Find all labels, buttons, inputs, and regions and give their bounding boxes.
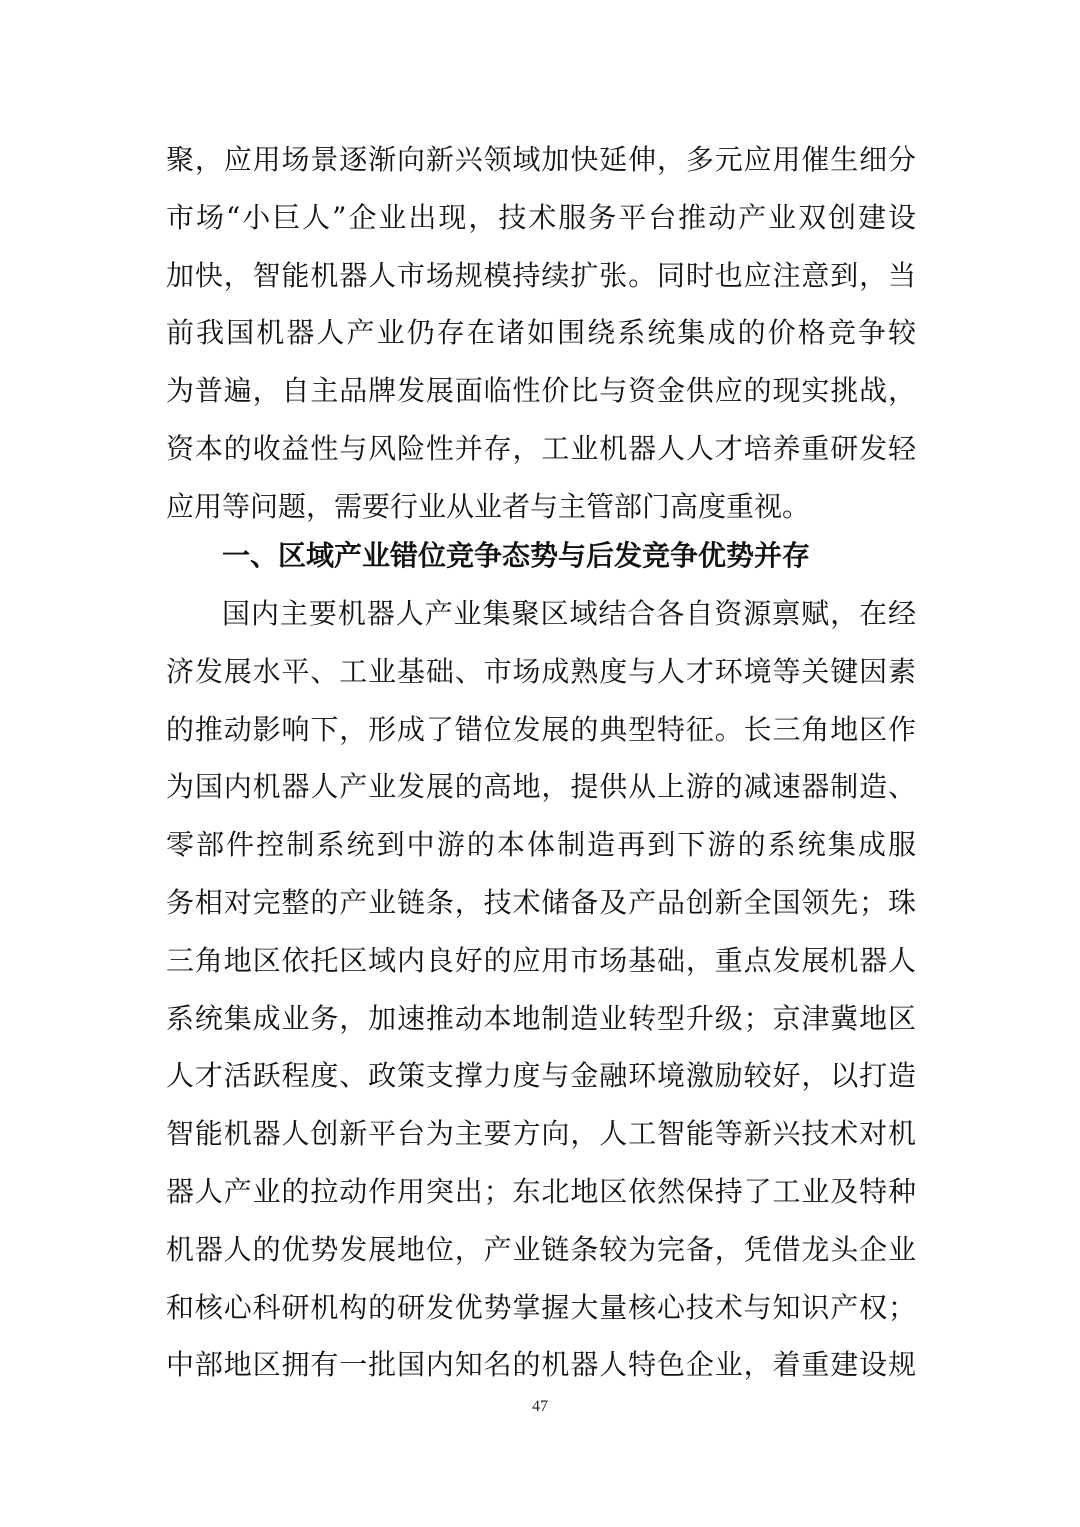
text-line: 器人产业的拉动作用突出；东北地区依然保持了工业及特种 <box>166 1174 916 1208</box>
text-line: 零部件控制系统到中游的本体制造再到下游的系统集成服 <box>166 828 916 862</box>
section-heading: 一、区域产业错位竞争态势与后发竞争优势并存 <box>222 539 811 572</box>
text-line: 前我国机器人产业仍存在诸如围绕系统集成的价格竞争较 <box>166 316 916 350</box>
text-line: 为普遍，自主品牌发展面临性价比与资金供应的现实挑战， <box>166 374 916 408</box>
text-line: 国内主要机器人产业集聚区域结合各自资源禀赋，在经 <box>222 597 916 630</box>
text-line: 人才活跃程度、政策支撑力度与金融环境激励较好，以打造 <box>166 1059 916 1093</box>
paragraph-intro <box>166 131 916 536</box>
text-line: 聚，应用场景逐渐向新兴领域加快延伸，多元应用催生细分 <box>166 143 916 176</box>
text-line: 应用等问题，需要行业从业者与主管部门高度重视。 <box>166 489 811 523</box>
text-line: 和核心科研机构的研发优势掌握大量核心技术与知识产权； <box>166 1290 916 1324</box>
text-line: 的推动影响下，形成了错位发展的典型特征。长三角地区作 <box>166 712 916 746</box>
text-line: 加快，智能机器人市场规模持续扩张。同时也应注意到，当 <box>166 258 916 292</box>
text-line: 三角地区依托区域内良好的应用市场基础，重点发展机器人 <box>166 943 916 977</box>
text-line: 机器人的优势发展地位，产业链条较为完备，凭借龙头企业 <box>166 1232 916 1266</box>
page-number: 47 <box>532 1398 548 1415</box>
paragraph-regional <box>166 585 916 1394</box>
text-line: 智能机器人创新平台为主要方向，人工智能等新兴技术对机 <box>166 1117 916 1151</box>
text-line: 资本的收益性与风险性并存，工业机器人人才培养重研发轻 <box>166 431 916 465</box>
text-line: 务相对完整的产业链条，技术储备及产品创新全国领先；珠 <box>166 885 916 919</box>
text-line: 济发展水平、工业基础、市场成熟度与人才环境等关键因素 <box>166 654 916 688</box>
text-line: 为国内机器人产业发展的高地，提供从上游的减速器制造、 <box>166 770 916 804</box>
text-line: 系统集成业务，加速推动本地制造业转型升级；京津冀地区 <box>166 1001 916 1035</box>
text-line: 中部地区拥有一批国内知名的机器人特色企业，着重建设规 <box>166 1348 916 1382</box>
text-line: 市场“小巨人”企业出现，技术服务平台推动产业双创建设 <box>166 200 916 234</box>
